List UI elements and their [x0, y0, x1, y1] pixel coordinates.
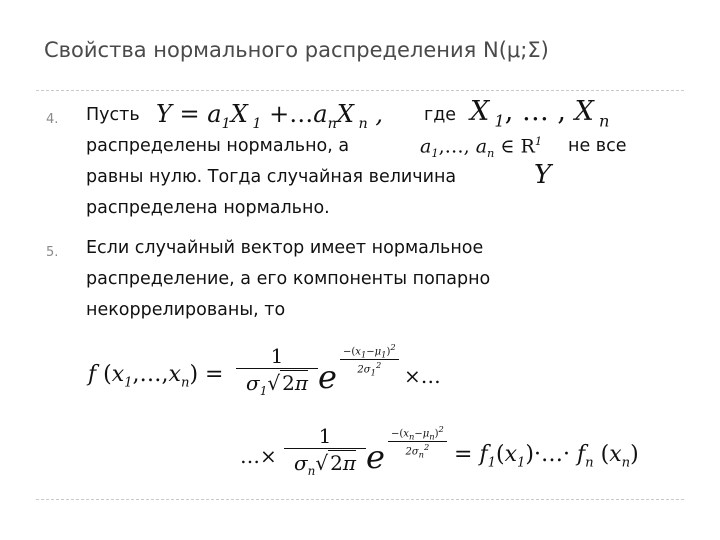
coefficients-formula: $a_1,\dots$, $a_n$ ∈ $R^1$	[420, 134, 543, 161]
density-product: = $f_1(x_1)\cdot\dots\cdot f_n$ $(x_n)$	[454, 442, 639, 471]
item-number: 4.	[46, 112, 59, 127]
item-text-line: Пусть	[86, 105, 140, 125]
variables-list-formula: X $_1$, … , X $_n$	[470, 96, 610, 131]
item-text-line: распределена нормально.	[86, 198, 330, 218]
exponent-n: $-(x_n-\mu_n)^2$ $2\sigma_n^2$	[388, 424, 447, 460]
item-text-line: не все	[568, 136, 627, 156]
item-text-line: распределение, а его компоненты попарно	[86, 269, 491, 289]
item-text-line: некоррелированы, то	[86, 300, 286, 320]
item-text-line: равны нулю. Тогда случайная величина	[86, 167, 457, 187]
exponential-e-1: e	[318, 358, 337, 396]
density-coefficient-1: $\frac{1}{\sigma_1√ 2\pi}$	[236, 344, 318, 398]
exponential-e-n: e	[366, 438, 385, 476]
density-lhs: f $(x_1,\dots,x_n)$ =	[88, 362, 224, 391]
linear-combination-formula: $Y = a_1X$ $_1 +\dots a_nX$ $_n$ ,	[156, 100, 384, 132]
times-continue: ×…	[404, 364, 441, 388]
variable-y: Y	[534, 160, 552, 190]
item-text-line: распределены нормально, а	[86, 136, 350, 156]
exponent-1: $-(x_1-\mu_1)^2$ $2\sigma_1^2$	[340, 342, 399, 378]
density-coefficient-n: $\frac{1}{\sigma_n√ 2\pi}$	[284, 424, 366, 478]
item-number: 5.	[46, 245, 59, 260]
top-divider	[36, 90, 684, 91]
item-text-line: Если случайный вектор имеет нормальное	[86, 238, 484, 258]
bottom-divider	[36, 499, 684, 500]
item-text-line: где	[424, 105, 457, 125]
slide-title: Свойства нормального распределения N(μ;Σ)	[44, 38, 549, 62]
continue-times: …×	[240, 444, 277, 468]
